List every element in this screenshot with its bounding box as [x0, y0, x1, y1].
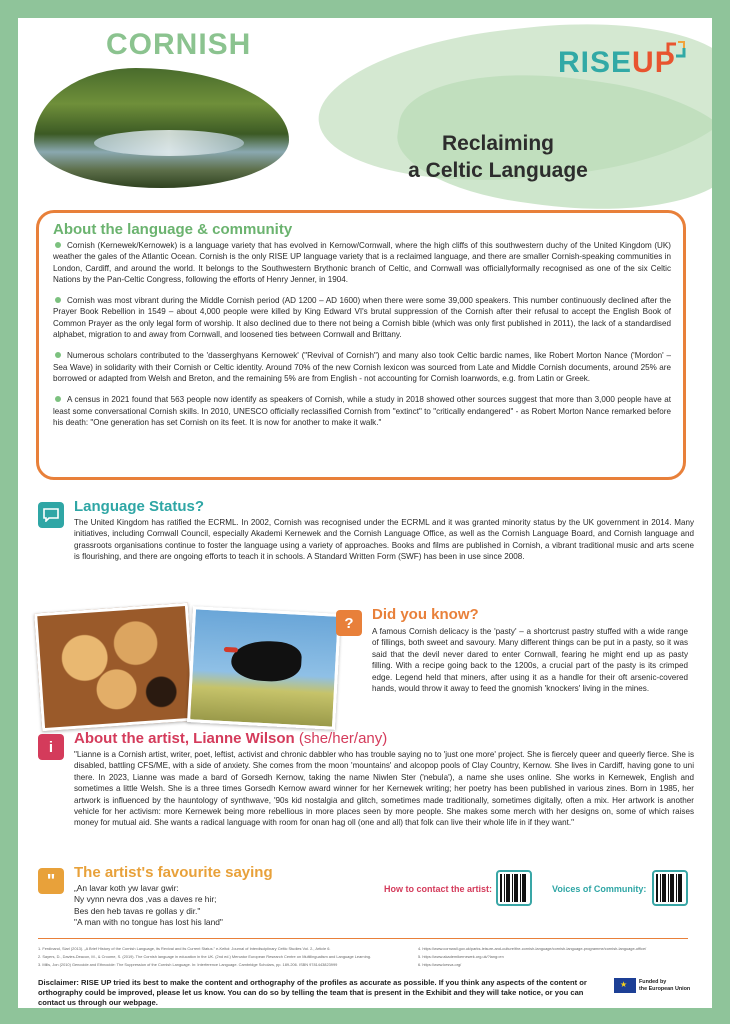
disclaimer-text: Disclaimer: RISE UP tried its best to make the content and orthography of the profiles as accurate as possible. If you think any aspects of the content or orthography could be improved, please let us know. You can do so by telling the team that is present in the Exhibit and they will take notice, or you can contact us through our webpage. — [38, 978, 587, 1007]
about-paragraph — [53, 240, 671, 285]
subtitle-line-1: Reclaiming — [441, 132, 555, 155]
saying-line: Ny vynn nevra dos ,vas a daves re hir; — [74, 894, 217, 905]
about-paragraph-text: A census in 2021 found that 563 people now identify as speakers of Cornish, while a study in 2018 showed other sources suggest that more than 3,000 people have at least some conversational Cornish skills. In 2010, UNESCO officially reclassified Cornish from "extinct" to "critically endangered" - as Robert Morton Nance remarked before his death: "One generation has set Cornish on its feet. It is now for another to make it walk." — [53, 395, 671, 427]
favourite-saying-section — [74, 864, 394, 928]
page-subtitle — [388, 130, 608, 184]
bird-body — [230, 639, 302, 683]
voices-qr-code[interactable] — [652, 870, 688, 906]
reference-item: 3. Mills, Jon (2010) Genocide and Ethnocide: The Suppression of the Cornish Language. In: Interference Language. Cambridge Scholars, pp. 189-206. ISBN 9781443823999 — [38, 962, 338, 967]
eu-funding-text — [639, 979, 690, 992]
did-you-know-heading: Did you know? — [372, 606, 479, 623]
language-title: CORNISH — [106, 28, 252, 61]
voices-community-label: Voices of Community: — [552, 884, 647, 894]
saying-heading: The artist's favourite saying — [74, 864, 273, 881]
speech-bubble-icon — [38, 502, 64, 528]
about-paragraph-text: Cornish was most vibrant during the Middle Cornish period (AD 1200 – AD 1600) when there were some 39,000 speakers. This number continuously declined after the Prayer Book Rebellion in 1549 – about 4,000 people were killed by King Edward VI's brutal suppression of the Cornish after their refusal to accept the English Book of Common Prayer as the only legal form of worship. It also declined due to there not being a Cornish bible (which was only first published in 2011), the lack of a standardised alphabet, migration to and away from Cornwall, and loosened ties between Cornwall and Brittany. — [53, 296, 671, 340]
chough-bird-photo — [187, 606, 341, 730]
language-status-section — [74, 498, 694, 563]
artist-qr-code[interactable] — [496, 870, 532, 906]
contact-artist-label: How to contact the artist: — [384, 884, 493, 894]
saying-line: „An lavar koth yw lavar gwir: — [74, 883, 179, 893]
footer-divider — [38, 938, 688, 939]
poster-page — [18, 18, 712, 1008]
eu-text-line-2: the European Union — [639, 985, 691, 992]
bullet-dot-icon — [55, 242, 61, 248]
about-paragraph — [53, 394, 671, 428]
subtitle-line-2: a Celtic Language — [408, 159, 588, 182]
status-text: The United Kingdom has ratified the ECRML. In 2002, Cornish was recognised under the ECRML and it was granted minority status by the UK government in 2014. Many initiatives, including Cornwall Council, especially Akademi Kernewek and the Cornish Language Office, as well as the Cornish Language Board, and Cornish language and grassroots organisations continue to foster the language using a variety of approaches. Books and films are published in Cornish, a vibrant traditional music and arts scene is flourishing, and there are ongoing efforts to teach it in schools. A Standard Written Form (SWF) has been in use since 2008. — [74, 518, 694, 562]
eu-funding-badge — [614, 978, 690, 993]
did-you-know-text: A famous Cornish delicacy is the 'pasty' – a shortcrust pastry stuffed with a wide range of fillings, both sweet and savoury. Many different things can be put in a pasty, so it was said that the devil never dared to enter Cornwall, fearing he might end up as pasty filling. With a recipe going back to the 1200s, a crucial part of the pasty is its crimped edge. Legend held that miners, after using it as a handle for their oft arsenic-covered hands, would throw it away to feed the gnomish 'knockers' living in the mines. — [372, 627, 688, 694]
about-language-box — [36, 210, 686, 480]
artist-heading — [74, 730, 694, 747]
saying-line: Bes den heb tavas re gollas y dir." — [74, 905, 201, 916]
riseup-arrows-icon — [664, 38, 688, 62]
quote-icon: " — [38, 868, 64, 894]
saying-line: "A man with no tongue has lost his land" — [74, 916, 223, 927]
reference-item: 1. Ferdinand, Siarl (2013). „A Brief History of the Cornish Language, its Revival and its Current Status." e-Keltoi: Journal of Interdisciplinary Celtic Studies Vol. 2., Article 6. — [38, 946, 331, 951]
about-heading: About the language & community — [53, 221, 293, 238]
about-artist-section — [74, 730, 694, 829]
eu-flag-icon: ★ — [614, 978, 636, 993]
question-icon: ? — [336, 610, 362, 636]
bullet-dot-icon — [55, 297, 61, 303]
about-paragraph — [53, 350, 671, 384]
artist-pronouns: (she/her/any) — [298, 730, 388, 747]
artist-heading-text: About the artist, Lianne Wilson — [74, 730, 295, 747]
artist-text: "Lianne is a Cornish artist, writer, poet, leftist, activist and chronic dabbler who has trouble saying no to 'just one more' project. She is fiercely queer and queerly fierce. She is disabled, battling CFS/ME, with a side of anxiety. She comes from the moon 'mountains' and alcopop pools of Clay Country, Kernow. She lives in Cardiff, having gone to uni there. In 2023, Lianne was made a bard of Gorsedh Kernow, taking the name Niwlen Ster ('nebula'), a name she uses online. She works in Kernewek, English and sometimes a little Welsh. She is a three times Gorsedh Kernow award winner for her Kernewek writing; her poetry has been published in various zines. Born in 1985, her artwork is influenced by the hauntology of synthwave, '90s kid nostalgia and glitch, sometimes made traditionally, sometimes digitally, often a mix. Her artwork is another vehicle for her activism: more Kernewek being more rebellious in more places seen by more people. She makes some merch with her designs on, some of which raises money for mutual aid. She wants a radical language with room for onan hag oll (one and all) that folk can live their whole life in if they want." — [74, 750, 694, 828]
reference-item: 4. https://www.cornwall.gov.uk/parks-leisure-and-culture/the-cornish-language/cornish-language-programme/cornish-language-office/ — [418, 946, 647, 951]
pasty-photo — [34, 603, 196, 731]
logo-part-a: RISE — [558, 46, 633, 79]
did-you-know-section — [372, 606, 688, 694]
forest-stream-photo — [34, 68, 289, 188]
reference-item: 2. Sayers, D., Davies-Deacon, M., & Croome, S. (2019). The Cornish language in education in the UK. (2nd ed.) Mercator European Research Centre on Multilingualism and Language Learning. — [38, 954, 371, 959]
info-icon: i — [38, 734, 64, 760]
about-paragraph-text: Cornish (Kernewek/Kernowek) is a language variety that has evolved in Kernow/Cornwall, where the high cliffs of this southwestern duchy of the United Kingdom (UK) weather the gales of the Atlantic Ocean. Cornish is the only RISE UP language variety that is a reclaimed language, and there are smaller Cornish-speaking communities in London, Cardiff, and around the world. It belongs to the Southwestern Brythonic branch of Celtic, and Cornwall was officiallyformally recognised as one of the six Celtic Nations by the Pan-Celtic Congress, following the efforts of Henry Jenner, in 1904. — [53, 241, 671, 284]
bullet-dot-icon — [55, 352, 61, 358]
reference-item: 6. https://www.kesva.org/ — [418, 962, 462, 967]
bullet-dot-icon — [55, 396, 61, 402]
about-paragraph-text: Numerous scholars contributed to the 'dasserghyans Kernowek' ("Revival of Cornish") and many also took Celtic bardic names, like Robert Morton Nance ('Mordon' – Sea Wave) in solidarity with their Cornish or Celtic identity. Around 70% of the new Cornish lexicon was sourced from Late and Middle Cornish documents, around 25% are borrowed or adapted from Welsh and Breton, and the remaining 5% are from English - not accounting for Cornish loanwords, e.g. from Latin or Greek. — [53, 351, 671, 383]
stream-water — [94, 130, 244, 156]
status-heading: Language Status? — [74, 498, 205, 515]
bird-beak — [224, 647, 238, 653]
reference-item: 5. https://www.akademikernewek.org.uk/?lang=en — [418, 954, 504, 959]
about-paragraph — [53, 295, 671, 340]
logo-part-b: UP — [632, 46, 676, 79]
riseup-logo — [558, 46, 676, 80]
eu-text-line-1: Funded by — [639, 979, 667, 986]
